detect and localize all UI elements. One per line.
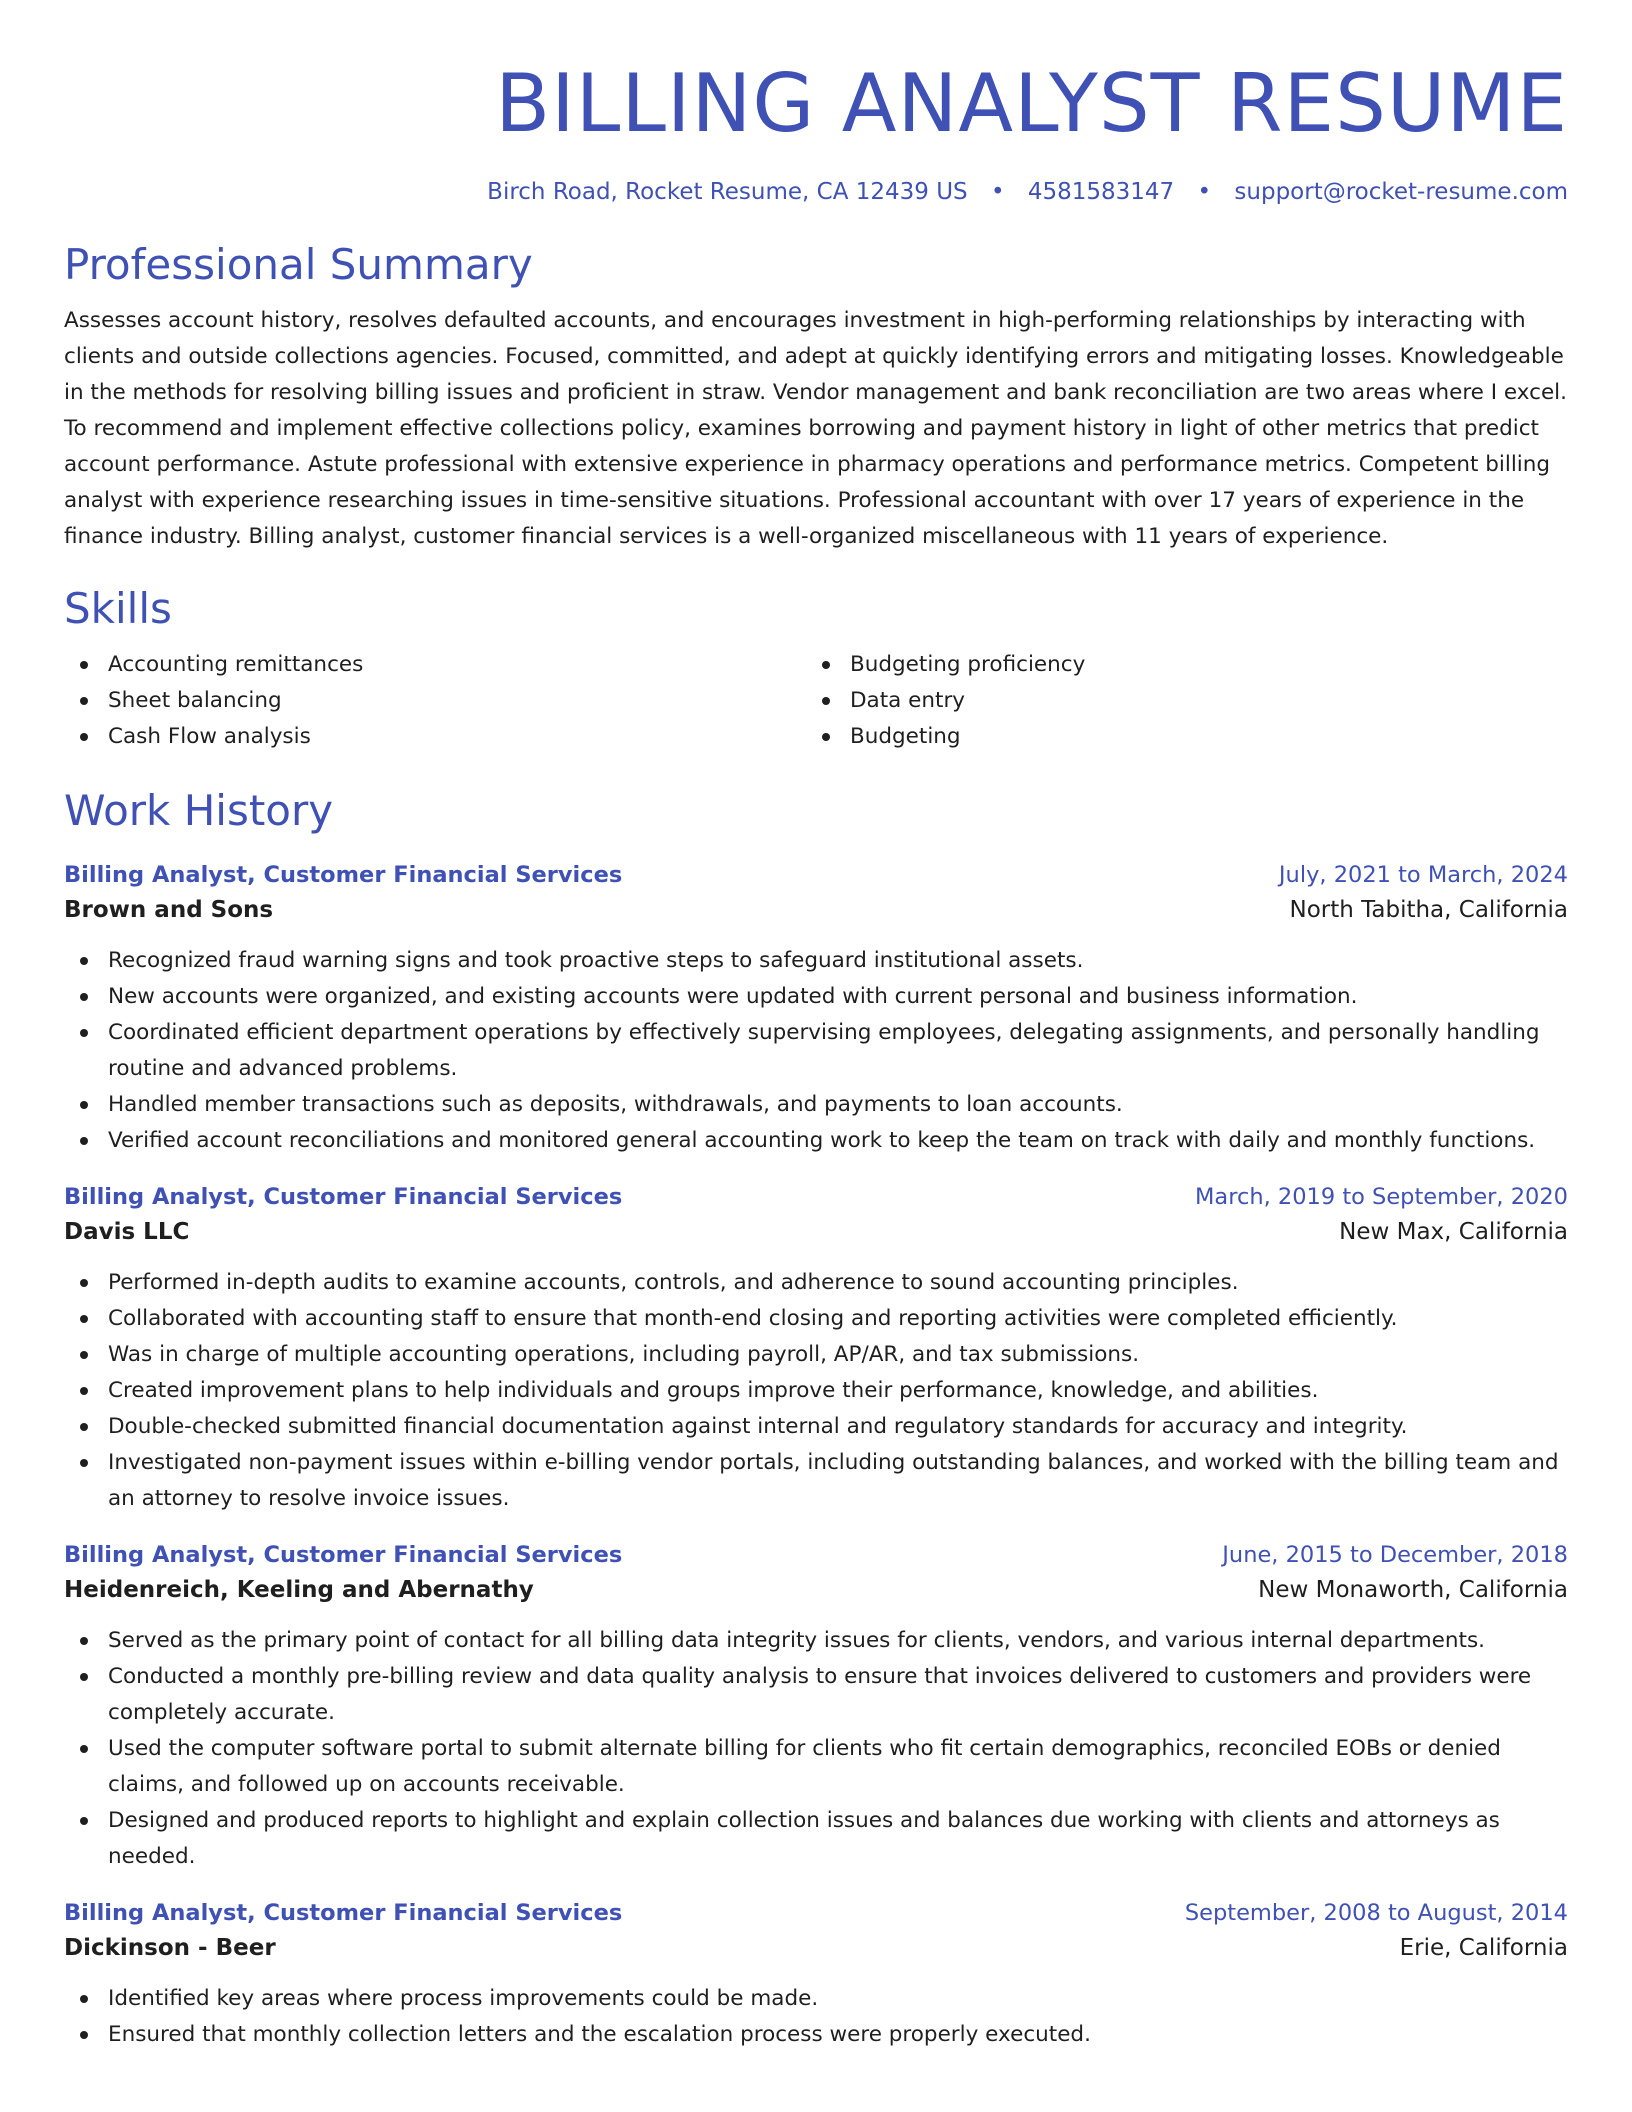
job-subheader: [64, 1213, 1568, 1251]
job-bullet: Investigated non-payment issues within e-billing vendor portals, including outstanding balances, and worked with the billing team and an attorney to resolve invoice issues.: [64, 1445, 1568, 1517]
job-bullet: New accounts were organized, and existing accounts were updated with current personal and business information.: [64, 979, 1568, 1015]
job-dates: March, 2019 to September, 2020: [1195, 1184, 1568, 1210]
work-history-heading: Work History: [64, 786, 334, 835]
job-bullets: [64, 1623, 1568, 1875]
job-company: Heidenreich, Keeling and Abernathy: [64, 1577, 534, 1603]
job-bullet: Conducted a monthly pre-billing review and data quality analysis to ensure that invoices delivered to customers and providers were completely accurate.: [64, 1659, 1568, 1731]
contact-separator: •: [990, 179, 1005, 205]
job-dates: September, 2008 to August, 2014: [1184, 1900, 1568, 1926]
job-bullets: [64, 943, 1568, 1159]
job-location: Erie, California: [1399, 1935, 1568, 1961]
job-location: North Tabitha, California: [1289, 897, 1568, 923]
job-bullet: Ensured that monthly collection letters and the escalation process were properly executed.: [64, 2017, 1568, 2053]
contact-address: Birch Road, Rocket Resume, CA 12439 US: [487, 179, 968, 205]
job-title: Billing Analyst, Customer Financial Services: [64, 1900, 623, 1926]
job-location: New Max, California: [1339, 1219, 1568, 1245]
skill-item: Budgeting proficiency: [806, 647, 1548, 683]
job-header: [64, 1897, 1568, 1929]
job-bullet: Coordinated efficient department operations by effectively supervising employees, delegating assignments, and personally handling routine and advanced problems.: [64, 1015, 1568, 1087]
job-bullet: Collaborated with accounting staff to ensure that month-end closing and reporting activities were completed efficiently.: [64, 1301, 1568, 1337]
job-bullet: Identified key areas where process improvements could be made.: [64, 1981, 1568, 2017]
job-entry: [64, 1539, 1568, 1875]
job-bullet: Designed and produced reports to highlight and explain collection issues and balances due working with clients and attorneys as needed.: [64, 1803, 1568, 1875]
resume-page: [64, 0, 1568, 2053]
skill-item: Data entry: [806, 683, 1548, 719]
job-header: [64, 1539, 1568, 1571]
job-bullet: Double-checked submitted financial documentation against internal and regulatory standards for accuracy and integrity.: [64, 1409, 1568, 1445]
job-dates: June, 2015 to December, 2018: [1222, 1542, 1568, 1568]
job-bullet: Served as the primary point of contact for all billing data integrity issues for clients, vendors, and various internal departments.: [64, 1623, 1568, 1659]
job-company: Dickinson - Beer: [64, 1935, 276, 1961]
job-entry: [64, 1181, 1568, 1517]
job-title: Billing Analyst, Customer Financial Services: [64, 1184, 623, 1210]
resume-title: BILLING ANALYST RESUME: [495, 57, 1568, 150]
job-bullet: Performed in-depth audits to examine accounts, controls, and adherence to sound accounting principles.: [64, 1265, 1568, 1301]
job-title: Billing Analyst, Customer Financial Services: [64, 862, 623, 888]
job-bullet: Recognized fraud warning signs and took proactive steps to safeguard institutional assets.: [64, 943, 1568, 979]
job-title: Billing Analyst, Customer Financial Services: [64, 1542, 623, 1568]
skill-item: Cash Flow analysis: [64, 719, 806, 755]
job-header: [64, 1181, 1568, 1213]
skills-heading: Skills: [64, 584, 172, 633]
skill-item: Budgeting: [806, 719, 1548, 755]
job-bullet: Handled member transactions such as deposits, withdrawals, and payments to loan accounts.: [64, 1087, 1568, 1123]
summary-heading: Professional Summary: [64, 240, 533, 289]
job-entry: [64, 859, 1568, 1159]
skill-item: Accounting remittances: [64, 647, 806, 683]
job-bullet: Verified account reconciliations and monitored general accounting work to keep the team on track with daily and monthly functions.: [64, 1123, 1568, 1159]
contact-separator: •: [1197, 179, 1212, 205]
job-subheader: [64, 1929, 1568, 1967]
job-bullets: [64, 1265, 1568, 1517]
job-subheader: [64, 1571, 1568, 1609]
job-header: [64, 859, 1568, 891]
job-entry: [64, 1897, 1568, 2053]
job-bullet: Used the computer software portal to submit alternate billing for clients who fit certain demographics, reconciled EOBs or denied claims, and followed up on accounts receivable.: [64, 1731, 1568, 1803]
contact-phone[interactable]: 4581583147: [1027, 179, 1175, 205]
job-bullets: [64, 1981, 1568, 2053]
job-company: Brown and Sons: [64, 897, 274, 923]
skills-column-left: [64, 647, 806, 755]
job-dates: July, 2021 to March, 2024: [1278, 862, 1568, 888]
contact-line: [64, 177, 1568, 207]
job-subheader: [64, 891, 1568, 929]
job-location: New Monaworth, California: [1258, 1577, 1568, 1603]
skill-item: Sheet balancing: [64, 683, 806, 719]
skills-column-right: [806, 647, 1548, 755]
job-bullet: Was in charge of multiple accounting operations, including payroll, AP/AR, and tax submissions.: [64, 1337, 1568, 1373]
skills-list: [64, 647, 1568, 755]
contact-email[interactable]: support@rocket-resume.com: [1234, 179, 1568, 205]
job-bullet: Created improvement plans to help individuals and groups improve their performance, knowledge, and abilities.: [64, 1373, 1568, 1409]
summary-text: Assesses account history, resolves defaulted accounts, and encourages investment in high-performing relationships by interacting with clients and outside collections agencies. Focused, committed, and adept at quickly identifying errors and mitigating losses. Knowledgeable in the methods for resolving billing issues and proficient in straw. Vendor management and bank reconciliation are two areas where I excel. To recommend and implement effective collections policy, examines borrowing and payment history in light of other metrics that predict account performance. Astute professional with extensive experience in pharmacy operations and performance metrics. Competent billing analyst with experience researching issues in time-sensitive situations. Professional accountant with over 17 years of experience in the finance industry. Billing analyst, customer financial services is a well-organized miscellaneous with 11 years of experience.: [64, 308, 1567, 549]
job-company: Davis LLC: [64, 1219, 190, 1245]
